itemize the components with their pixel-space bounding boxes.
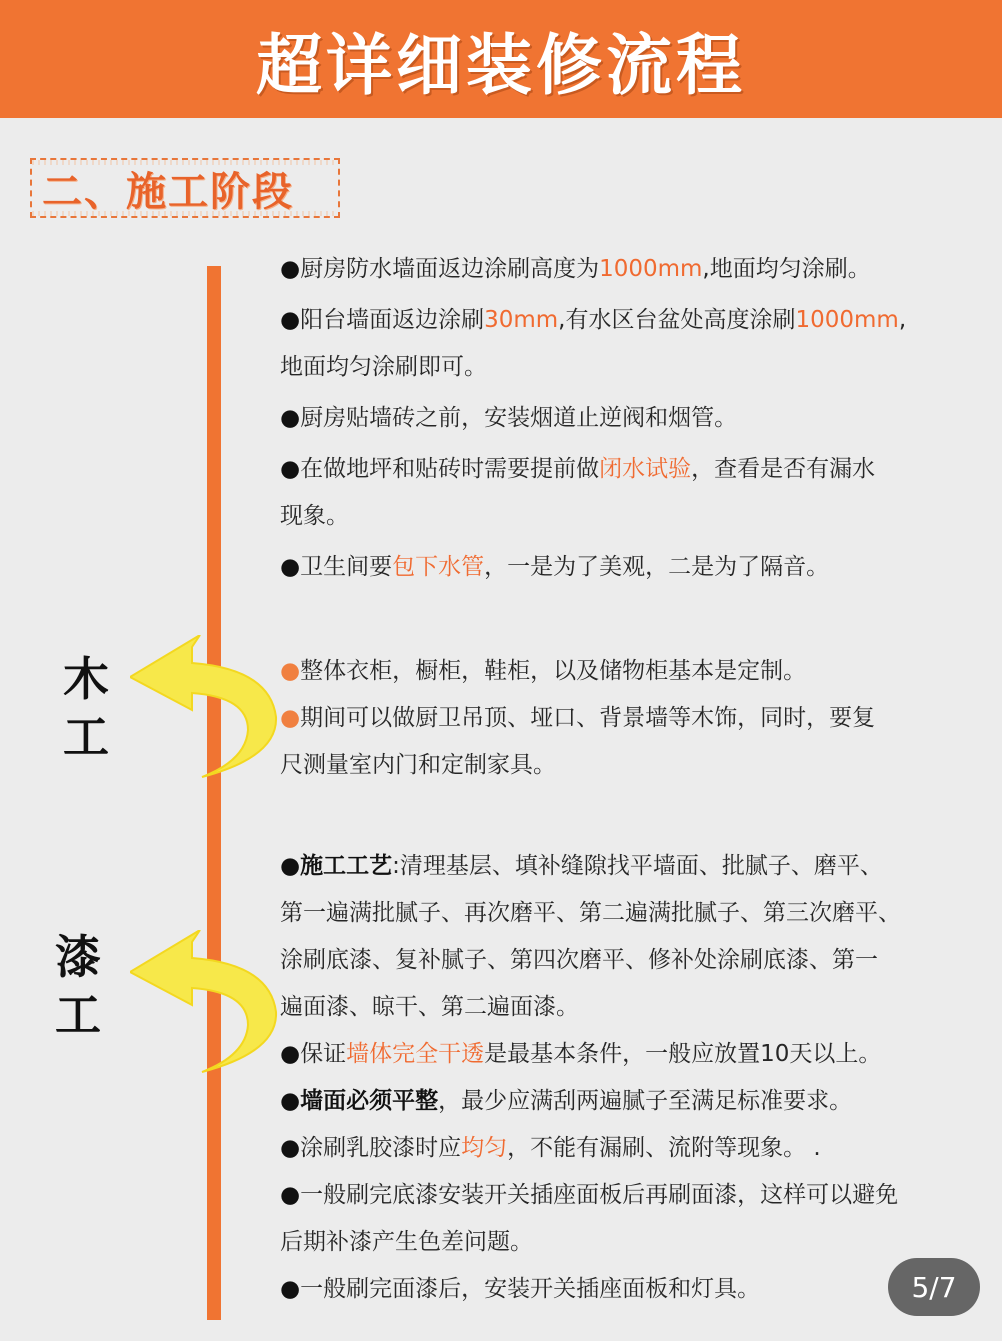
phase-label-painting: [48, 928, 108, 1044]
bullet-dot-icon: ●: [280, 1182, 301, 1208]
bullet-dot-icon: ●: [280, 1088, 301, 1114]
list-item: ●厨房防水墙面返边涂刷高度为1000mm,地面均匀涂刷。: [280, 256, 871, 282]
bullet-dot-icon: ●: [280, 658, 301, 684]
list-item: ●一般刷完底漆安装开关插座面板后再刷面漆，这样可以避免 后期补漆产生色差问题。: [280, 1182, 899, 1255]
list-item: ●在做地坪和贴砖时需要提前做闭水试验，查看是否有漏水 现象。: [280, 456, 876, 529]
bullet-dot-icon: ●: [280, 307, 301, 333]
section-title-box: [30, 158, 340, 218]
list-item: ●墙面必须平整，最少应满刮两遍腻子至满足标准要求。: [280, 1088, 853, 1114]
bullet-dot-icon: ●: [280, 705, 301, 731]
bullet-dot-icon: ●: [280, 1135, 301, 1161]
page-indicator: 5/7: [888, 1258, 980, 1316]
curved-arrow-icon: [130, 635, 280, 780]
waterproof-list: [280, 246, 1000, 591]
timeline-bar: [207, 266, 221, 1320]
list-item: ●卫生间要包下水管，一是为了美观，二是为了隔音。: [280, 554, 830, 580]
list-item: ●期间可以做厨卫吊顶、垭口、背景墙等木饰，同时，要复 尺测量室内门和定制家具。: [280, 705, 876, 778]
phase-label-carpentry-line2: 工: [63, 710, 109, 764]
list-item: ●涂刷乳胶漆时应均匀，不能有漏刷、流附等现象。 .: [280, 1135, 821, 1161]
bullet-dot-icon: ●: [280, 1041, 301, 1067]
section-title: 二、施工阶段: [42, 168, 294, 215]
list-item: ●施工工艺:清理基层、填补缝隙找平墙面、批腻子、磨平、 第一遍满批腻子、再次磨平、第二遍满批腻子、第三次磨平、 涂刷底漆、复补腻子、第四次磨平、修补处涂刷底漆、第一 遍面漆、晾干、第二遍面漆。: [280, 853, 901, 1020]
bullet-dot-icon: ●: [280, 256, 301, 282]
bullet-dot-icon: ●: [280, 1276, 301, 1302]
header-banner: [0, 0, 1002, 118]
list-item: ●阳台墙面返边涂刷30mm,有水区台盆处高度涂刷1000mm, 地面均匀涂刷即可。: [280, 307, 907, 380]
phase-label-painting-line2: 工: [55, 988, 101, 1042]
list-item: ●保证墙体完全干透是最基本条件，一般应放置10天以上。: [280, 1041, 882, 1067]
phase-label-carpentry: [56, 650, 116, 766]
curved-arrow-icon: [130, 930, 280, 1075]
bullet-dot-icon: ●: [280, 853, 301, 879]
list-item: ●整体衣柜，橱柜，鞋柜，以及储物柜基本是定制。: [280, 658, 807, 684]
bullet-dot-icon: ●: [280, 405, 301, 431]
list-item: ●一般刷完面漆后，安装开关插座面板和灯具。: [280, 1276, 761, 1302]
bullet-dot-icon: ●: [280, 554, 301, 580]
carpentry-list: [280, 648, 1000, 789]
bullet-dot-icon: ●: [280, 456, 301, 482]
phase-label-carpentry-line1: 木: [63, 652, 109, 706]
painting-list: [280, 843, 1000, 1313]
list-item: ●厨房贴墙砖之前，安装烟道止逆阀和烟管。: [280, 405, 738, 431]
phase-label-painting-line1: 漆: [55, 930, 101, 984]
page-title: 超详细装修流程: [256, 26, 746, 104]
